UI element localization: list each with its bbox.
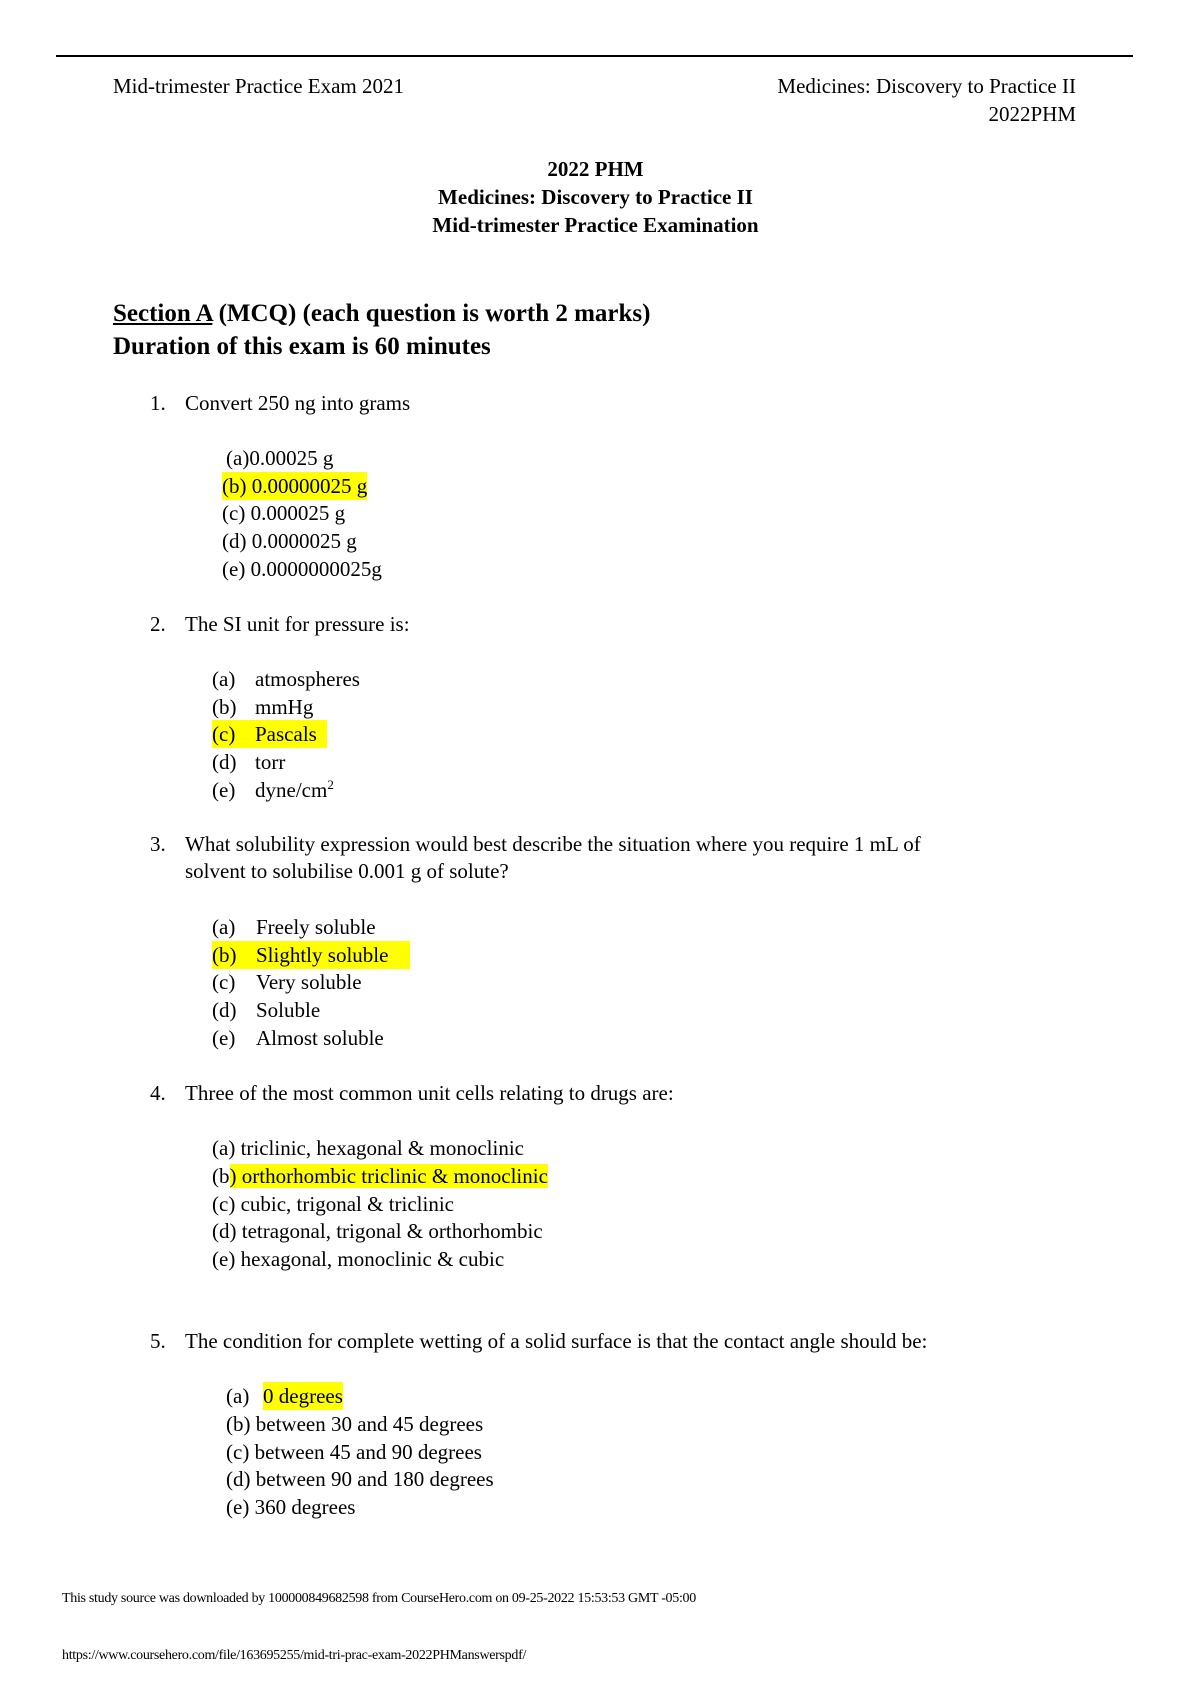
question-text: Three of the most common unit cells relating to drugs are: [185, 1081, 674, 1105]
option-label: (a) [212, 667, 236, 691]
option-label: (d) [212, 998, 237, 1022]
option-text: dyne/$cm^2$ [255, 777, 334, 802]
header-right-course: Medicines: Discovery to Practice II [777, 74, 1076, 98]
option: (e) hexagonal, monoclinic & cubic [212, 1247, 505, 1271]
option: (d) between 90 and 180 degrees [226, 1467, 494, 1491]
option-text: Freely soluble [256, 915, 376, 939]
option-text: mmHg [255, 695, 314, 719]
option: (d) 0.0000025 g [222, 529, 357, 553]
title-exam: Mid-trimester Practice Examination [432, 213, 759, 237]
option-correct: 0 degrees [263, 1384, 343, 1408]
header-left: Mid-trimester Practice Exam 2021 [113, 74, 404, 98]
option-label: (e) [212, 1026, 236, 1050]
option-label: (c) [212, 970, 236, 994]
header-right-code: 2022PHM [988, 102, 1076, 126]
option: (c) cubic, trigonal & triclinic [212, 1192, 454, 1216]
question-number: 4. [150, 1081, 166, 1105]
option-text: Very soluble [256, 970, 362, 994]
option-label: (a) [212, 915, 236, 939]
option: (e) 0.0000000025g [222, 557, 382, 581]
download-note: This study source was downloaded by 100000849682598 from CourseHero.com on 09-25-2022 15:53:53 GMT -05:00 [62, 1591, 696, 1606]
question-number: 2. [150, 612, 166, 636]
question-number: 5. [150, 1329, 166, 1353]
option-label: (b) [212, 695, 237, 719]
question-text-continued: solvent to solubilise 0.001 g of solute? [185, 859, 509, 883]
section-description: (MCQ) (each question is worth 2 marks) [212, 300, 651, 327]
exam-duration: Duration of this exam is 60 minutes [113, 333, 491, 360]
option: (a)0.00025 g [226, 446, 334, 470]
option: (b) between 30 and 45 degrees [226, 1412, 484, 1436]
option-label: (d) [212, 750, 237, 774]
option-label: (e) [212, 778, 236, 802]
option: (c) between 45 and 90 degrees [226, 1440, 482, 1464]
question-text: The SI unit for pressure is: [185, 612, 410, 636]
question-number: 3. [150, 832, 166, 856]
header-rule [56, 55, 1133, 57]
question-text: What solubility expression would best describe the situation where you require 1 mL of [185, 832, 921, 856]
title-code: 2022 PHM [547, 157, 644, 181]
source-url[interactable]: https://www.coursehero.com/file/163695255/mid-tri-prac-exam-2022PHManswerspdf/ [62, 1648, 527, 1663]
question-text: The condition for complete wetting of a solid surface is that the contact angle should be: [185, 1329, 928, 1353]
option: (a) triclinic, hexagonal & monoclinic [212, 1136, 524, 1160]
option: (d) tetragonal, trigonal & orthorhombic [212, 1219, 543, 1243]
option-correct: (b) 0.00000025 g [222, 474, 368, 498]
section-heading [113, 298, 651, 330]
question-text: Convert 250 ng into grams [185, 391, 411, 415]
option-text: atmospheres [255, 667, 360, 691]
option-text: torr [255, 750, 286, 774]
option: (e) 360 degrees [226, 1495, 356, 1519]
option: (c) 0.000025 g [222, 501, 346, 525]
question-number: 1. [150, 391, 166, 415]
option-text: Soluble [256, 998, 321, 1022]
option-label: (a) [226, 1384, 250, 1408]
option-correct: (b) Slightly soluble [212, 941, 410, 969]
option-text: Almost soluble [256, 1026, 384, 1050]
section-label: Section A [113, 300, 213, 327]
option-correct: (c) Pascals [212, 720, 327, 748]
title-course: Medicines: Discovery to Practice II [438, 185, 753, 209]
option-correct: (b) orthorhombic triclinic & monoclinic [212, 1164, 548, 1188]
